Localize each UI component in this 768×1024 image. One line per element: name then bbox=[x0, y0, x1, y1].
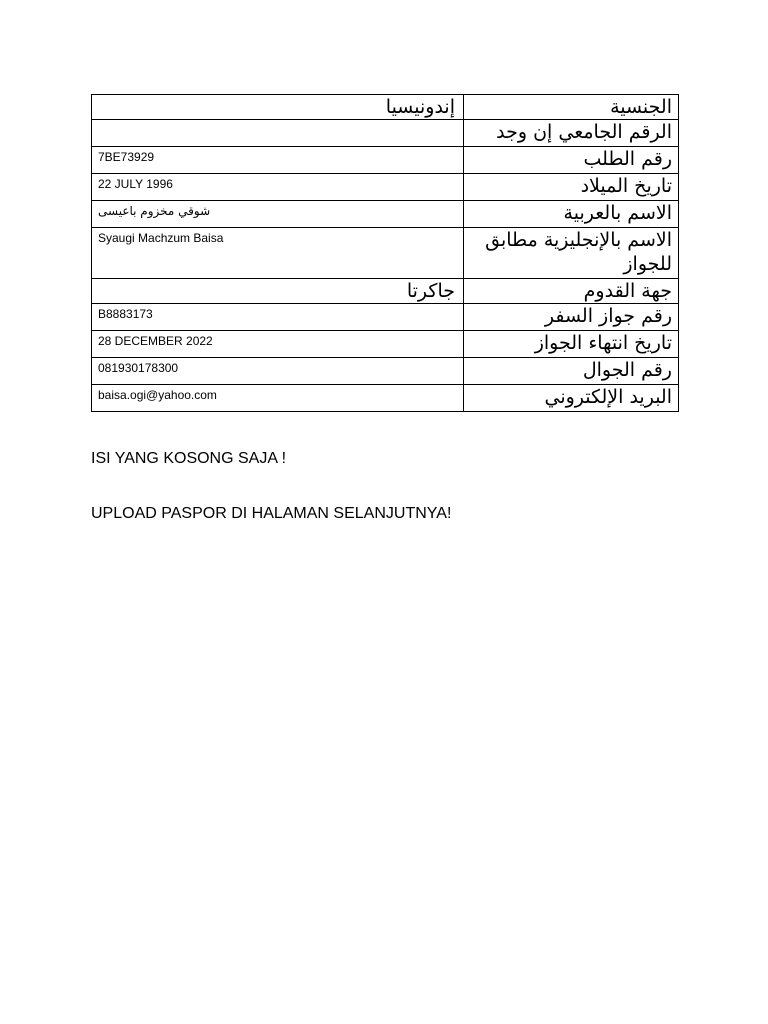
table-row-passport-number bbox=[92, 304, 679, 331]
upload-passport-note: UPLOAD PASPOR DI HALAMAN SELANJUTNYA! bbox=[91, 505, 452, 522]
applicant-info-table bbox=[91, 94, 679, 412]
table-row-nationality bbox=[92, 95, 679, 120]
table-row-english-name bbox=[92, 228, 679, 279]
table-row-mobile-number bbox=[92, 358, 679, 385]
email-value[interactable]: baisa.ogi@yahoo.com bbox=[92, 385, 464, 412]
origin-city-label: جهة القدوم bbox=[464, 279, 679, 304]
application-number-value[interactable]: 7BE73929 bbox=[92, 147, 464, 174]
email-label: البريد الإلكتروني bbox=[464, 385, 679, 412]
passport-number-value[interactable]: B8883173 bbox=[92, 304, 464, 331]
origin-city-value[interactable]: جاكرتا bbox=[92, 279, 464, 304]
university-id-label: الرقم الجامعي إن وجد bbox=[464, 120, 679, 147]
mobile-number-label: رقم الجوال bbox=[464, 358, 679, 385]
mobile-number-value[interactable]: 081930178300 bbox=[92, 358, 464, 385]
arabic-name-value: شوقي مخزوم باعيسى bbox=[98, 204, 211, 218]
nationality-value[interactable]: إندونيسيا bbox=[92, 95, 464, 120]
table-row-email bbox=[92, 385, 679, 412]
university-id-value[interactable] bbox=[92, 120, 464, 147]
table-row-arabic-name bbox=[92, 201, 679, 228]
table-row-application-number bbox=[92, 147, 679, 174]
birth-date-value[interactable]: 22 JULY 1996 bbox=[92, 174, 464, 201]
passport-number-label: رقم جواز السفر bbox=[464, 304, 679, 331]
table-row-university-id bbox=[92, 120, 679, 147]
english-name-label: الاسم بالإنجليزية مطابق للجواز bbox=[464, 228, 679, 279]
passport-expiry-label: تاريخ انتهاء الجواز bbox=[464, 331, 679, 358]
english-name-value[interactable]: Syaugi Machzum Baisa bbox=[92, 228, 464, 279]
fill-empty-note: ISI YANG KOSONG SAJA ! bbox=[91, 450, 287, 467]
application-number-label: رقم الطلب bbox=[464, 147, 679, 174]
table-row-origin-city bbox=[92, 279, 679, 304]
table-row-passport-expiry bbox=[92, 331, 679, 358]
arabic-name-label: الاسم بالعربية bbox=[464, 201, 679, 228]
birth-date-label: تاريخ الميلاد bbox=[464, 174, 679, 201]
passport-expiry-value[interactable]: 28 DECEMBER 2022 bbox=[92, 331, 464, 358]
nationality-label: الجنسية bbox=[464, 95, 679, 120]
arabic-name-cell[interactable] bbox=[92, 201, 464, 228]
table-row-birth-date bbox=[92, 174, 679, 201]
